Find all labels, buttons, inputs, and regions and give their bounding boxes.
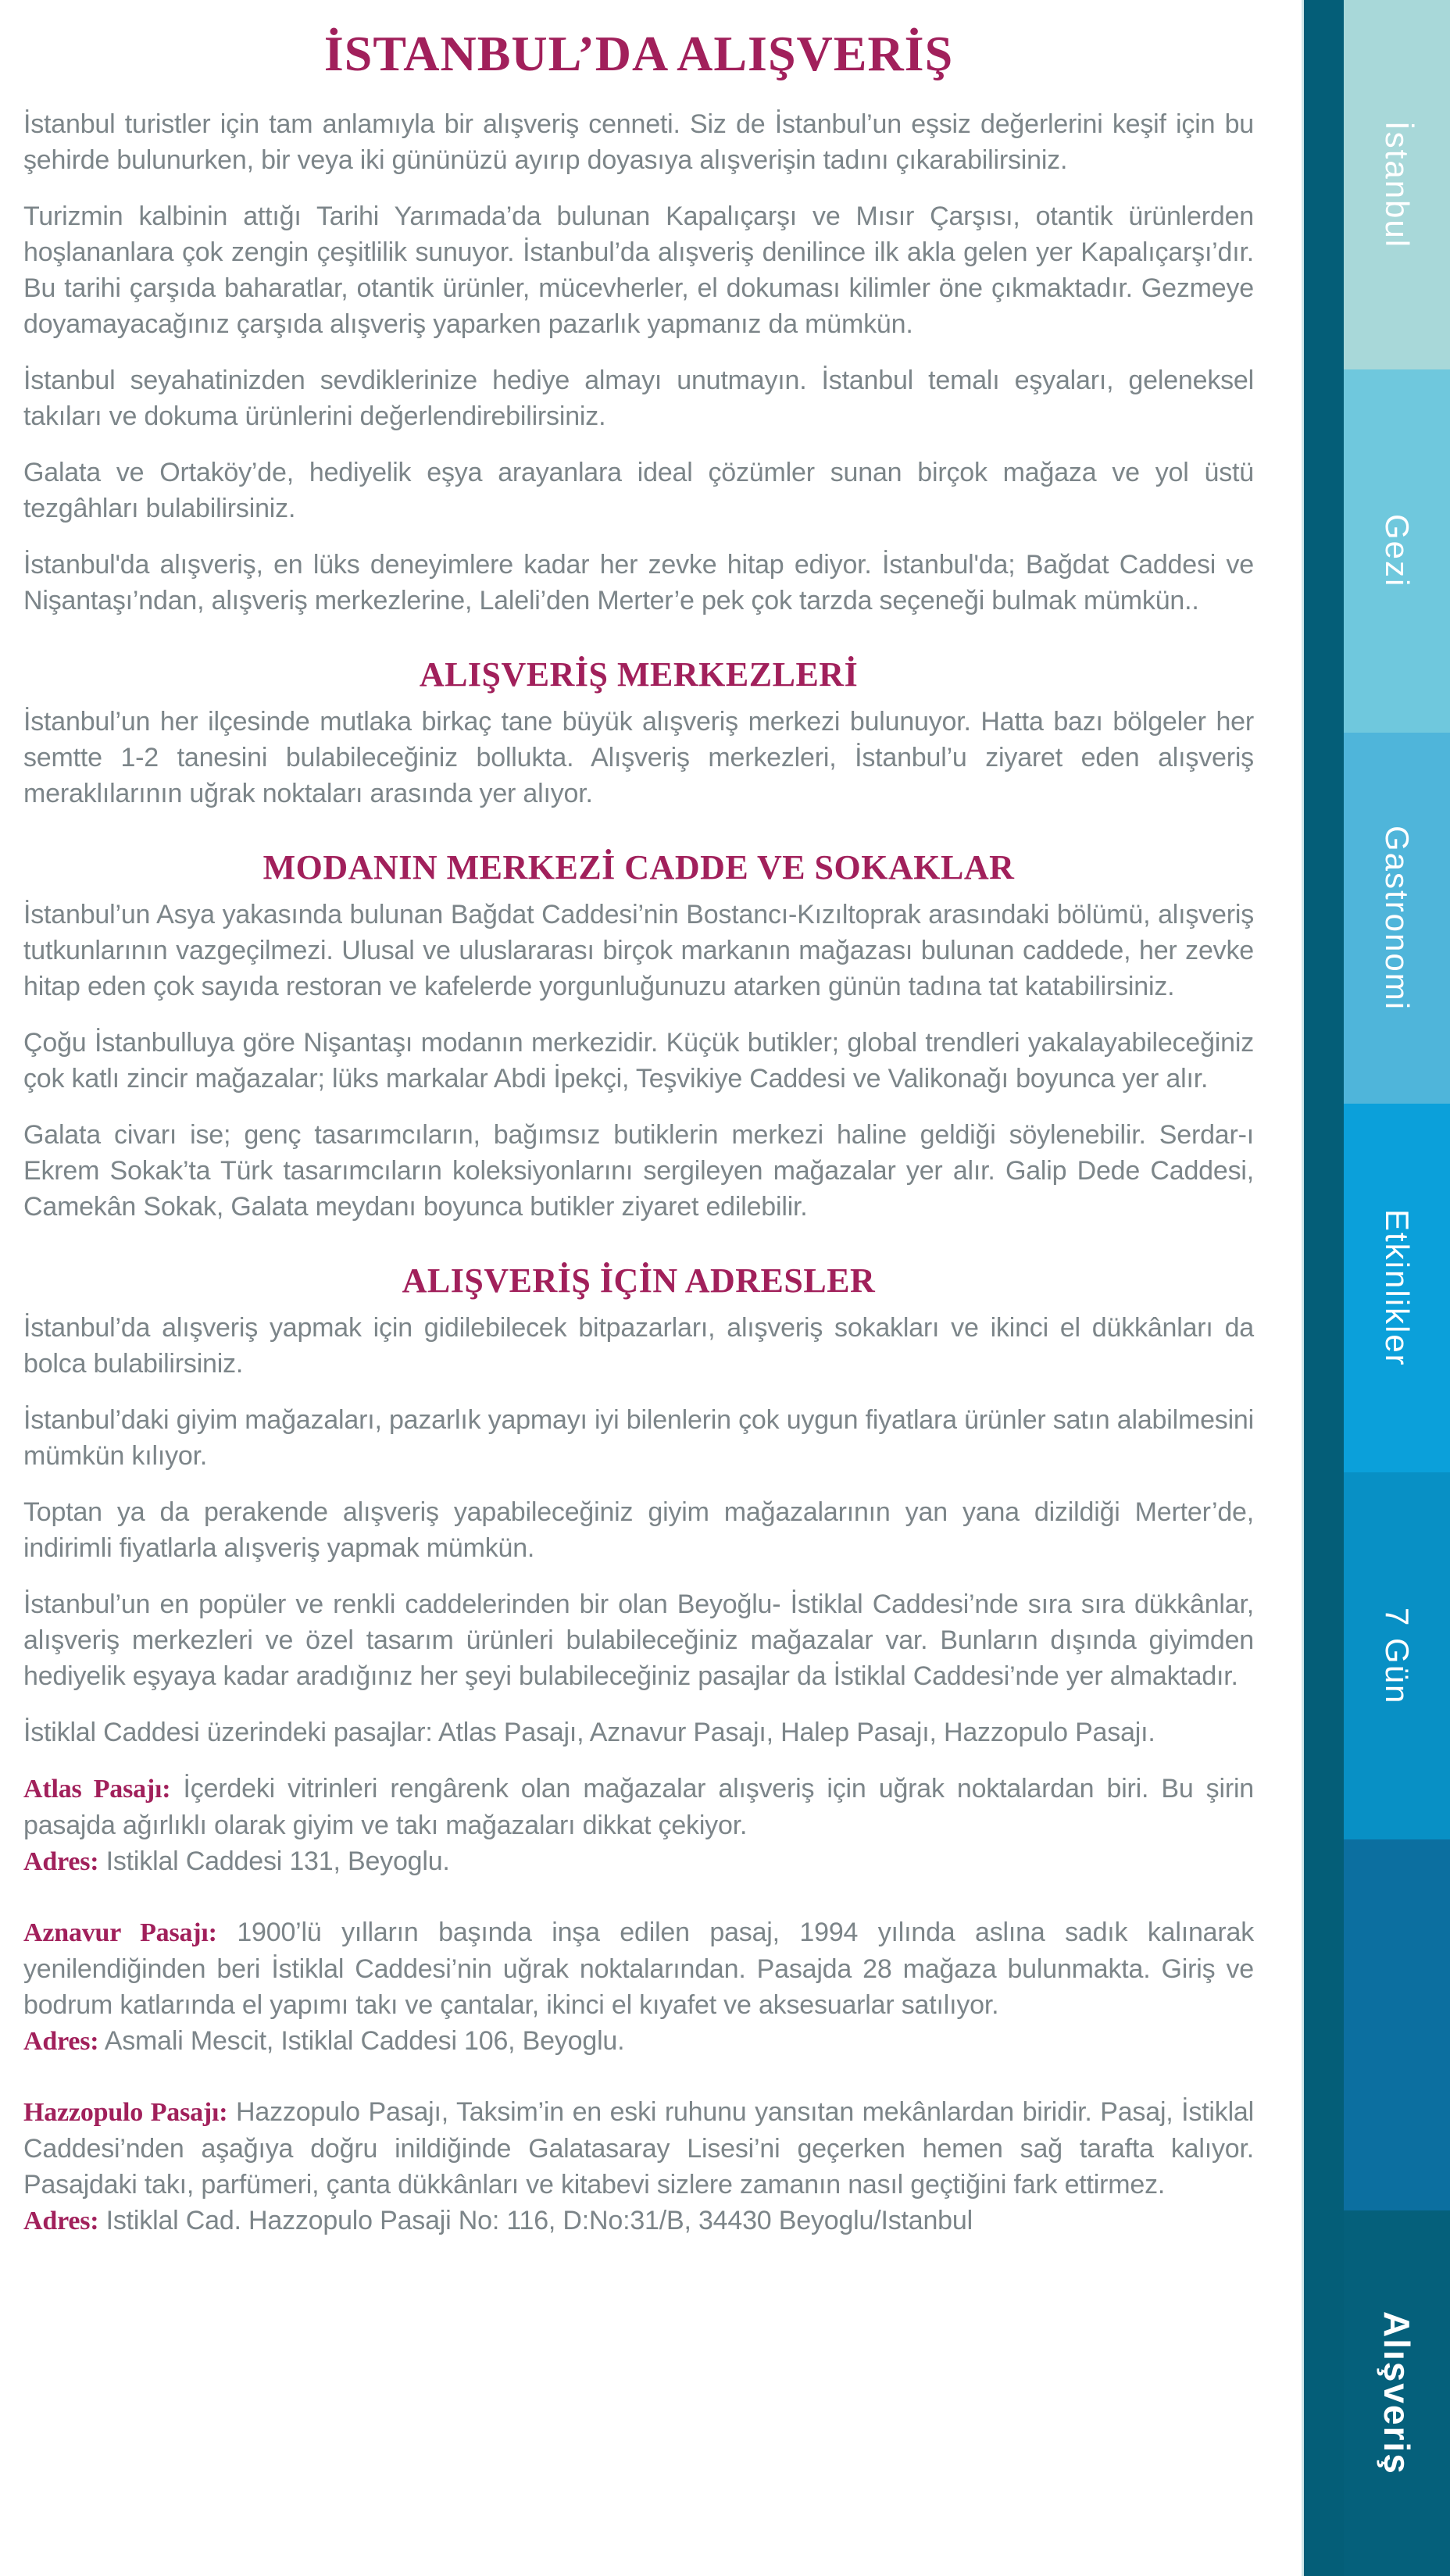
section-paragraph: Galata civarı ise; genç tasarımcıların, bağımsız butiklerin merkezi haline geldiği söylenebilir. Serdar-ı Ekrem Sokak’ta Türk tasarımcıların koleksiyonlarını sergileyen mağazalar yer alır. Galip Dede Caddesi, Camekân Sokak, Galata meydanı boyunca butikler ziyaret edilebilir. [23,1120,1254,1222]
section-paragraph: Çoğu İstanbulluya göre Nişantaşı modanın merkezidir. Küçük butikler; global trendleri yakalayabileceğiniz çok katlı zincir mağazalar; lüks markalar Abdi İpekçi, Teşvikiye Caddesi ve Valikonağı boyunca yer alır. [23,1028,1254,1094]
listing-atlas-pasaji [23,1771,1254,1880]
section-paragraph: Toptan ya da perakende alışveriş yapabileceğiniz giyim mağazalarının yan yana dizildiği Merter’de, indirimli fiyatlarla alışveriş yapmak mümkün. [23,1497,1254,1563]
listing-name: Aznavur Pasajı: [23,1918,217,1947]
section-heading-alisveris-merkezleri: ALIŞVERİŞ MERKEZLERİ [419,655,859,694]
section-paragraph: İstanbul’un her ilçesinde mutlaka birkaç tane büyük alışveriş merkezi bulunuyor. Hatta bazı bölgeler her semtte 1-2 tanesini bulabileceğiniz bollukta. Alışveriş merkezleri, İstanbul’u ziyaret eden alışveriş meraklılarının uğrak noktaları arasında yer alıyor. [23,707,1254,808]
listing-description: Hazzopulo Pasajı, Taksim’in en eski ruhunu yansıtan mekânlardan biridir. Pasaj, İstiklal Caddesi’nden aşağıya doğru inildiğinde Galatasaray Lisesi’ni geçerken hemen sağ tarafta kalıyor. Pasajdaki takı, parfümeri, çanta dükkânları ve kitabevi sizlere zamanın nasıl geçtiğini fark ettirmez. [23,2097,1254,2200]
listing-aznavur-pasaji [23,1914,1254,2060]
sidebar-spine [1302,0,1344,2576]
section-heading-alisveris-icin-adresler: ALIŞVERİŞ İÇİN ADRESLER [402,1261,876,1300]
address-value: Istiklal Cad. Hazzopulo Pasaji No: 116, D:No:31/B, 34430 Beyoglu/Istanbul [105,2206,973,2235]
tab-spacer [1344,1839,1450,2210]
tab-gezi-label: Gezi [1379,514,1416,588]
passages-list: İstiklal Caddesi üzerindeki pasajlar: Atlas Pasajı, Aznavur Pasajı, Halep Pasajı, Hazzopulo Pasajı. [23,1718,1155,1747]
address-label: Adres: [23,1847,99,1876]
tab-gastronomi-label: Gastronomi [1379,825,1416,1011]
address-value: Istiklal Caddesi 131, Beyoglu. [105,1846,450,1876]
section-paragraph: İstanbul’daki giyim mağazaları, pazarlık yapmayı iyi bilenlerin çok uygun fiyatlara ürünler satın alabilmesini mümkün kılıyor. [23,1405,1254,1471]
section-paragraph: İstanbul’da alışveriş yapmak için gidilebilecek bitpazarları, alışveriş sokakları ve ikinci el dükkânları da bolca bulabilirsiniz. [23,1313,1254,1379]
tab-alisveris-label: Alışveriş [1377,2311,1418,2475]
tab-istanbul[interactable] [1344,0,1450,369]
category-tab-sidebar [1302,0,1450,2576]
tab-gastronomi[interactable] [1344,733,1450,1104]
tab-7-gun[interactable] [1344,1472,1450,1839]
page-title: İSTANBUL’DA ALIŞVERİŞ [323,26,954,81]
address-value: Asmali Mescit, Istiklal Caddesi 106, Beyoglu. [104,2026,625,2056]
section-paragraph: İstanbul’un en popüler ve renkli caddelerinden bir olan Beyoğlu- İstiklal Caddesi’nde sıra sıra dükkânlar, alışveriş merkezleri ve özel tasarım ürünleri bulabileceğiniz mağazalar var. Bunların dışında giyimden hediyelik eşyaya kadar aradığınız her şeyi bulabileceğiniz pasajlar da İstiklal Caddesi’nde yer almaktadır. [23,1589,1254,1691]
tab-etkinlikler[interactable] [1344,1104,1450,1472]
intro-paragraph: İstanbul seyahatinizden sevdiklerinize hediye almayı unutmayın. İstanbul temalı eşyaları, geleneksel takıları ve dokuma ürünlerini değerlendirebilirsiniz. [23,366,1254,431]
section-heading-modanin-merkezi: MODANIN MERKEZİ CADDE VE SOKAKLAR [262,848,1015,887]
tab-7-gun-label: 7 Gün [1379,1607,1416,1705]
tab-alisveris-selected[interactable] [1344,2210,1450,2576]
section-paragraph: İstanbul’un Asya yakasında bulunan Bağdat Caddesi’nin Bostancı-Kızıltoprak arasındaki bölümü, alışveriş tutkunlarının vazgeçilmezi. Ulusal ve uluslararası birçok markanın mağazası bulunan caddede, her zevke hitap eden çok sayıda restoran ve kafelerde yorgunluğunuzu atarken günün tadına tat katabilirsiniz. [23,900,1254,1001]
listing-name: Hazzopulo Pasajı: [23,2098,228,2127]
intro-paragraph: Turizmin kalbinin attığı Tarihi Yarımada’da bulunan Kapalıçarşı ve Mısır Çarşısı, otantik ürünlerden hoşlananlara çok zengin çeşitlilik sunuyor. İstanbul’da alışveriş denilince ilk akla gelen yer Kapalıçarşı’dır. Bu tarihi çarşıda baharatlar, otantik ürünler, mücevherler, el dokuması kilimler öne çıkmaktadır. Gezmeye doyamayacağınız çarşıda alışveriş yaparken pazarlık yapmanız da mümkün. [23,202,1254,339]
sidebar-tab-column [1344,0,1450,2576]
intro-paragraph: İstanbul'da alışveriş, en lüks deneyimlere kadar her zevke hitap ediyor. İstanbul'da; Bağdat Caddesi ve Nişantaşı’ndan, alışveriş merkezlerine, Laleli’den Merter’e pek çok tarzda seçeneği bulmak mümkün.. [23,550,1254,615]
address-label: Adres: [23,2027,99,2056]
intro-paragraph: Galata ve Ortaköy’de, hediyelik eşya arayanlara ideal çözümler sunan birçok mağaza ve yol üstü tezgâhları bulabilirsiniz. [23,458,1254,523]
listing-hazzopulo-pasaji [23,2094,1254,2239]
listing-name: Atlas Pasajı: [23,1775,171,1804]
intro-paragraph: İstanbul turistler için tam anlamıyla bir alışveriş cenneti. Siz de İstanbul’un eşsiz değerlerini keşif için bu şehirde bulunurken, bir veya iki gününüzü ayırıp doyasıya alışverişin tadını çıkarabilirsiniz. [23,109,1254,175]
listing-description: 1900’lü yılların başında inşa edilen pasaj, 1994 yılında aslına sadık kalınarak yenilendiğinden beri İstiklal Caddesi’nin uğrak noktalarından. Pasajda 28 mağaza bulunmakta. Giriş ve bodrum katlarında el yapımı takı ve çantalar, ikinci el kıyafet ve aksesuarlar satılıyor. [23,1918,1254,2020]
address-label: Adres: [23,2207,99,2235]
tab-etkinlikler-label: Etkinlikler [1379,1209,1416,1367]
tab-gezi[interactable] [1344,369,1450,733]
article-content [23,14,1254,2274]
tab-istanbul-label: İstanbul [1379,120,1416,249]
listing-description: İçerdeki vitrinleri rengârenk olan mağazalar alışveriş için uğrak noktalardan biri. Bu şirin pasajda ağırlıklı olarak giyim ve takı mağazaları dikkat çekiyor. [23,1774,1255,1840]
